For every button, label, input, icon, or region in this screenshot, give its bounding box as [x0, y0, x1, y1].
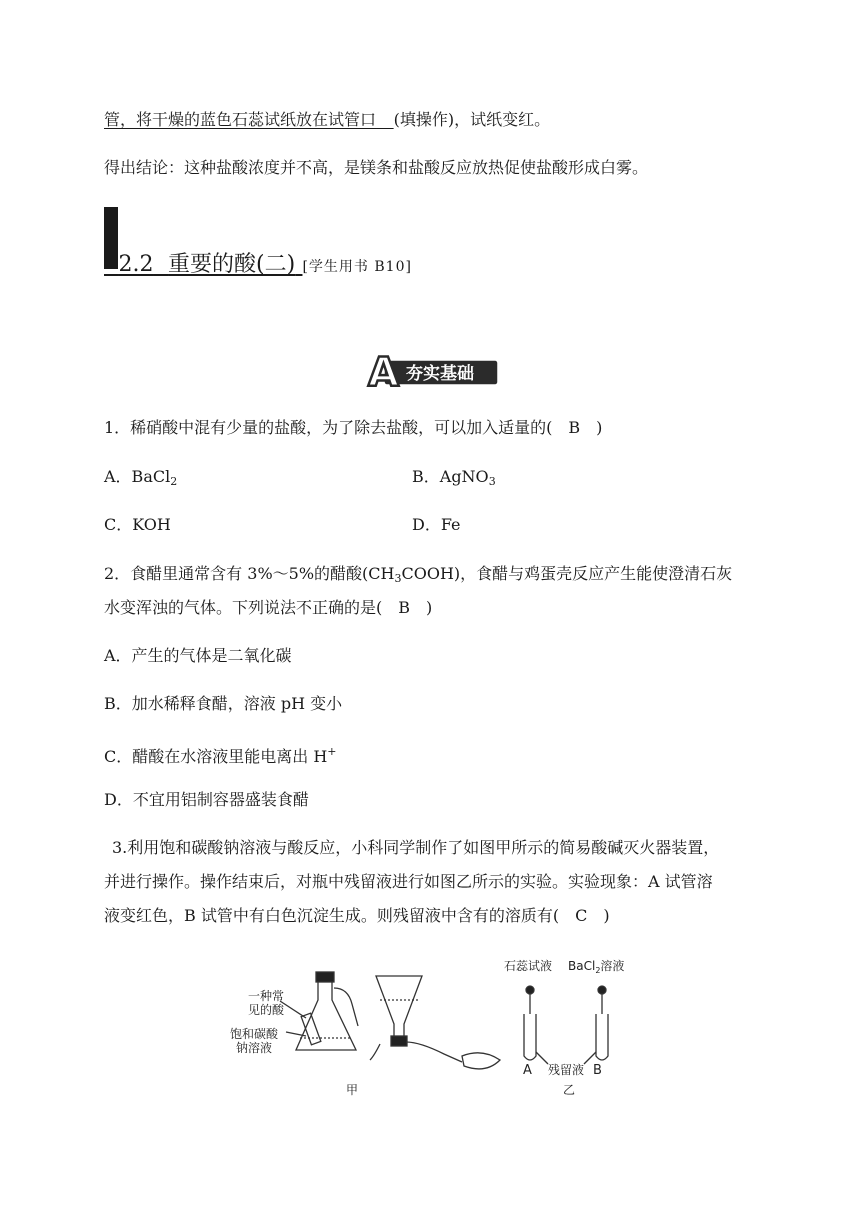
foundation-badge: [366, 350, 500, 390]
intro-line-1-rest: (填操作)，试纸变红。: [393, 110, 551, 129]
intro-line-1: [104, 110, 550, 130]
label-solution-line-1: 饱和碳酸: [230, 1027, 279, 1041]
inverted-flask-hose: [406, 1042, 462, 1062]
q2-option-c-superscript: +: [327, 745, 337, 758]
label-tube-a: A: [523, 1063, 532, 1078]
q3-stem-line-1: 3.利用饱和碳酸钠溶液与酸反应，小科同学制作了如图甲所示的简易酸碱灭火器装置，: [112, 838, 720, 857]
intro-underlined-answer: 管，将干燥的蓝色石蕊试纸放在试管口: [104, 110, 377, 129]
q1-option-b-subscript: 3: [488, 475, 496, 488]
inverted-flask-body: [376, 976, 422, 1038]
flask-body: [296, 982, 356, 1050]
label-solution-line-2: 钠溶液: [236, 1041, 273, 1055]
q1-option-b-text: B．AgNO: [412, 467, 489, 486]
inverted-flask-stopper: [391, 1036, 407, 1046]
apparatus-figure: [230, 952, 640, 1097]
label-tube-b: B: [593, 1063, 602, 1078]
q2-option-c: [104, 742, 337, 767]
caption-yi: 乙: [563, 1083, 576, 1097]
q2-option-a: A．产生的气体是二氧化碳: [104, 646, 292, 665]
dropper-a-bulb: [526, 986, 534, 994]
q2-option-c-text: C．醋酸在水溶液里能电离出 H: [104, 747, 328, 766]
q1-option-c: C．KOH: [104, 515, 171, 534]
section-number: 2.2: [118, 252, 154, 277]
figure-jia-flask: [280, 972, 358, 1050]
q1-option-a-text: A．BaCl: [104, 467, 171, 486]
q1-option-a: [104, 467, 177, 486]
label-litmus: 石蕊试液: [504, 959, 553, 973]
q1-options-row-1: [104, 467, 496, 492]
label-bacl2: [568, 958, 624, 975]
flask-side-tube: [334, 988, 358, 1026]
test-tube-a: [524, 1014, 536, 1060]
q1-options-row-2: [104, 515, 461, 535]
q2-stem-line-1: [104, 564, 732, 589]
q2-option-d: D．不宜用铝制容器盛装食醋: [104, 790, 309, 809]
intro-line-2: 得出结论：这种盐酸浓度并不高，是镁条和盐酸反应放热促使盐酸形成白雾。: [104, 158, 649, 177]
spray-foam: [462, 1053, 500, 1069]
dropper-b-bulb: [598, 986, 606, 994]
section-heading-underline: [104, 252, 302, 277]
label-bacl2-text: BaCl: [568, 959, 596, 973]
q1-option-b: [412, 467, 496, 492]
label-residue: 残留液: [548, 1063, 585, 1077]
q1-option-a-subscript: 2: [170, 475, 178, 488]
flask-inner-tube: [301, 1013, 321, 1045]
intro-blank: [376, 110, 394, 129]
figure-yi-tubes: [524, 986, 608, 1064]
q3-stem-line-2: 并进行操作。操作结束后，对瓶中残留液进行如图乙所示的实验。实验现象：A 试管溶: [104, 872, 713, 891]
q2-stem-line-2: 水变浑浊的气体。下列说法不正确的是( B ): [104, 598, 433, 617]
label-bacl2-subscript: 2: [595, 966, 601, 975]
test-tube-b: [596, 1014, 608, 1060]
flask-stopper: [316, 972, 334, 982]
q3-stem-line-3: 液变红色，B 试管中有白色沉淀生成。则残留液中含有的溶质有( C ): [104, 906, 610, 925]
section-reference: [学生用书 B10]: [302, 259, 412, 275]
section-title: 重要的酸(二): [168, 252, 296, 277]
q1-option-d: D．Fe: [412, 515, 461, 534]
badge-text: 夯实基础: [406, 364, 474, 384]
q2-stem-text-b: COOH)，食醋与鸡蛋壳反应产生能使澄清石灰: [401, 564, 733, 583]
label-bacl2-suffix: 溶液: [600, 959, 625, 973]
q2-stem-subscript: 3: [394, 572, 402, 585]
badge-letter: A: [368, 350, 399, 390]
q2-option-b: B．加水稀释食醋，溶液 pH 变小: [104, 694, 343, 713]
section-heading: [104, 250, 412, 282]
q1-stem: 1．稀硝酸中混有少量的盐酸，为了除去盐酸，可以加入适量的( B ): [104, 418, 603, 437]
q2-stem-text-a: 2．食醋里通常含有 3%～5%的醋酸(CH: [104, 564, 395, 583]
inverted-flask-hand: [370, 1044, 380, 1060]
label-acid-line-1: 一种常: [248, 989, 285, 1003]
figure-jia-inverted-flask: [370, 976, 500, 1069]
label-acid-line-2: 见的酸: [248, 1003, 285, 1017]
residue-pointer-a: [536, 1052, 548, 1064]
caption-jia: 甲: [346, 1083, 359, 1097]
